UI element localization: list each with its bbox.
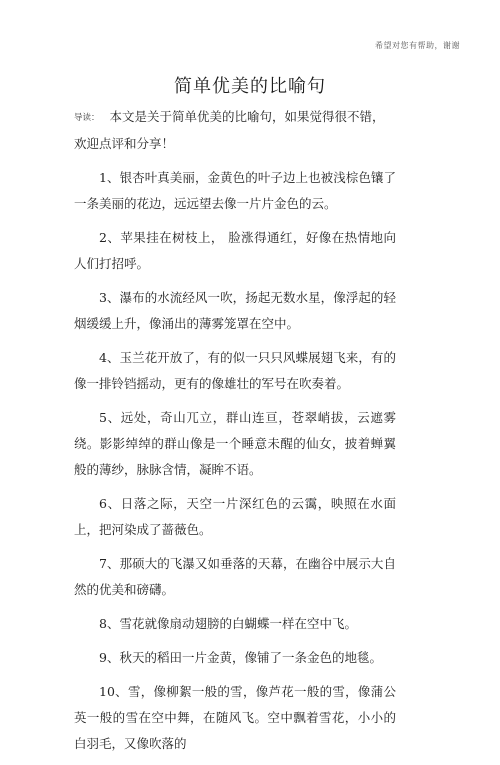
list-item: 10、雪，像柳絮一般的雪，像芦花一般的雪，像蒲公英一般的雪在空中舞，在随风飞。空中飘着雪花，小小的白羽毛，又像吹落的 — [74, 684, 396, 751]
intro-paragraph — [74, 104, 396, 157]
list-item: 8、雪花就像扇动翅膀的白蝴蝶一样在空中飞。 — [99, 616, 357, 631]
list-item: 9、秋天的稻田一片金黄，像铺了一条金色的地毯。 — [99, 650, 382, 665]
document-body — [74, 104, 396, 765]
list-item: 1、银杏叶真美丽，金黄色的叶子边上也被浅棕色镶了一条美丽的花边，远远望去像一片片金色的云。 — [74, 170, 396, 211]
list-item: 2、苹果挂在树枝上， 脸涨得通红，好像在热情地向人们打招呼。 — [74, 230, 396, 271]
list-item: 5、远处，奇山兀立，群山连亘，苍翠峭拔，云遮雾绕。影影绰绰的群山像是一个睡意未醒的仙女，披着蝉翼般的薄纱，脉脉含情，凝眸不语。 — [74, 410, 396, 477]
list-item: 4、玉兰花开放了，有的似一只只风蝶展翅飞来，有的像一排铃铛摇动，更有的像雄壮的军号在吹奏着。 — [74, 350, 396, 391]
header-note: 希望对您有帮助，谢谢 — [375, 41, 460, 50]
page-title: 简单优美的比喻句 — [174, 76, 326, 97]
list-item: 7、那硕大的飞瀑又如垂落的天幕，在幽谷中展示大自然的优美和磅礴。 — [74, 556, 396, 597]
intro-label: 导读： — [74, 113, 100, 123]
list-item: 3、瀑布的水流经风一吹，扬起无数水星，像浮起的轻烟缓缓上升，像涌出的薄雾笼罩在空中。 — [74, 290, 396, 331]
intro-text: 本文是关于简单优美的比喻句，如果觉得很不错，欢迎点评和分享！ — [74, 109, 385, 151]
list-item: 6、日落之际，天空一片深红色的云霭，映照在水面上，把河染成了蔷薇色。 — [74, 496, 396, 537]
